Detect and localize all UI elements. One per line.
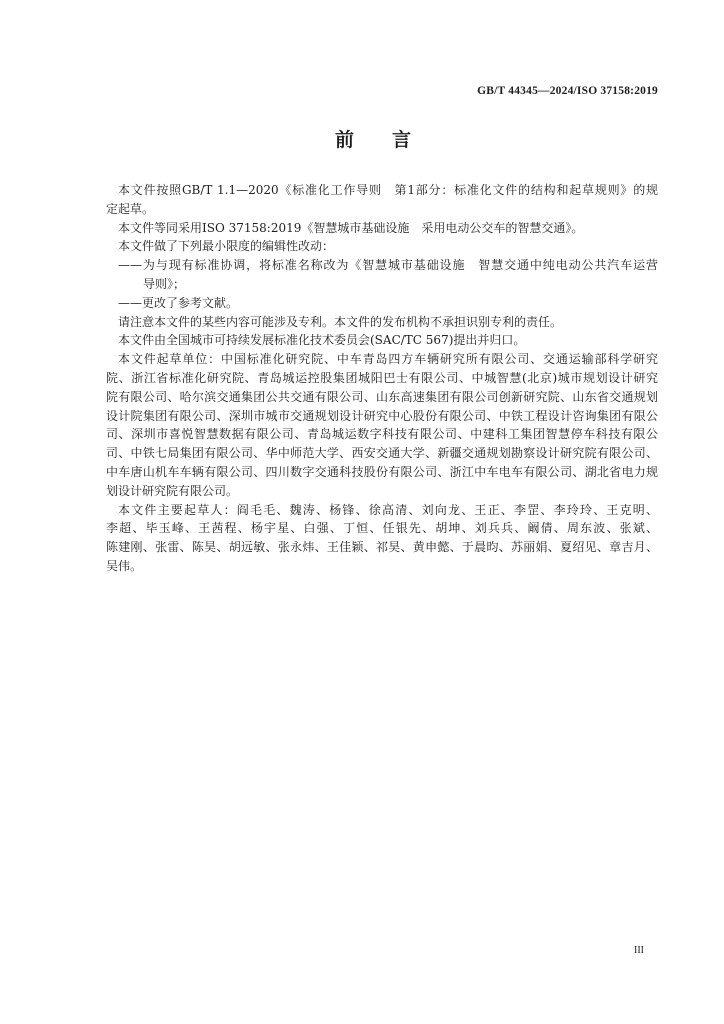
- paragraph-line: 陈建刚、张雷、陈昊、胡远敏、张永炜、王佳颖、祁昊、黄申懿、于晨昀、苏丽娟、夏绍见、章吉月、: [106, 540, 658, 555]
- paragraph-proposing-committee: [106, 331, 658, 350]
- paragraph-line: 本文件等同采用ISO 37158:2019《智慧城市基础设施 采用电动公交车的智慧交通》。: [118, 220, 584, 235]
- paragraph-line: 司、中铁七局集团有限公司、华中师范大学、西安交通大学、新疆交通规划勘察设计研究院有限公司、: [106, 446, 658, 461]
- page-number: III: [634, 945, 644, 956]
- paragraph-patent-notice: [106, 313, 658, 332]
- paragraph-line: 本文件由全国城市可持续发展标准化技术委员会(SAC/TC 567)提出并归口。: [118, 333, 526, 348]
- paragraph-line: 设计院集团有限公司、深圳市城市交通规划设计研究中心股份有限公司、中铁工程设计咨询集团有限公: [106, 408, 658, 423]
- paragraph-line: 司、深圳市喜悦智慧数据有限公司、青岛城运数字科技有限公司、中建科工集团智慧停车科技有限公: [106, 427, 658, 442]
- paragraph-line: 院、浙江省标准化研究院、青岛城运控股集团城阳巴士有限公司、中城智慧(北京)城市规划设计研究: [106, 370, 658, 385]
- paragraph-drafting-rules: [106, 181, 658, 219]
- paragraph-line: 划设计研究院有限公司。: [106, 483, 239, 498]
- standard-number-header: GB/T 44345—2024/ISO 37158:2019: [477, 85, 658, 97]
- paragraph-line: 本文件按照GB/T 1.1—2020《标准化工作导则 第1部分：标准化文件的结构和起草规则》的规: [118, 183, 658, 197]
- paragraph-line: 定起草。: [106, 201, 155, 216]
- paragraph-line: 院有限公司、哈尔滨交通集团公共交通有限公司、山东高速集团有限公司创新研究院、山东省交通规划: [106, 389, 658, 404]
- paragraph-line: 导则》；: [143, 276, 186, 291]
- list-item-bibliography-change: [106, 294, 658, 313]
- paragraph-line: 本文件做了下列最小限度的编辑性改动：: [118, 239, 335, 254]
- paragraph-editorial-changes: [106, 237, 658, 256]
- paragraph-line: 中车唐山机车车辆有限公司、四川数字交通科技股份有限公司、浙江中车电车有限公司、湖北省电力规: [106, 464, 658, 479]
- paragraph-main-drafters: [106, 501, 658, 576]
- page-title: 前 言: [335, 129, 412, 151]
- paragraph-drafting-organizations: [106, 350, 658, 500]
- paragraph-identical-adoption: [106, 219, 658, 238]
- paragraph-line: 请注意本文件的某些内容可能涉及专利。本文件的发布机构不承担识别专利的责任。: [118, 314, 563, 329]
- paragraph-line: ——为与现有标准协调，将标准名称改为《智慧城市基础设施 智慧交通中纯电动公共汽车运营: [118, 258, 658, 273]
- paragraph-line: 本文件起草单位：中国标准化研究院、中车青岛四方车辆研究所有限公司、交通运输部科学研究: [118, 352, 658, 367]
- list-item-title-change: [106, 256, 658, 294]
- paragraph-line: 本文件主要起草人：阎毛毛、魏涛、杨锋、徐高清、刘向龙、王正、李罡、李玲玲、王克明、: [118, 502, 658, 517]
- paragraph-line: 吴伟。: [106, 558, 143, 573]
- paragraph-line: 李超、毕玉峰、王茜程、杨宇星、白强、丁恒、任银先、胡坤、刘兵兵、阚倩、周东波、张斌、: [106, 521, 658, 536]
- paragraph-line: ——更改了参考文献。: [118, 295, 239, 310]
- foreword-body: [106, 181, 658, 576]
